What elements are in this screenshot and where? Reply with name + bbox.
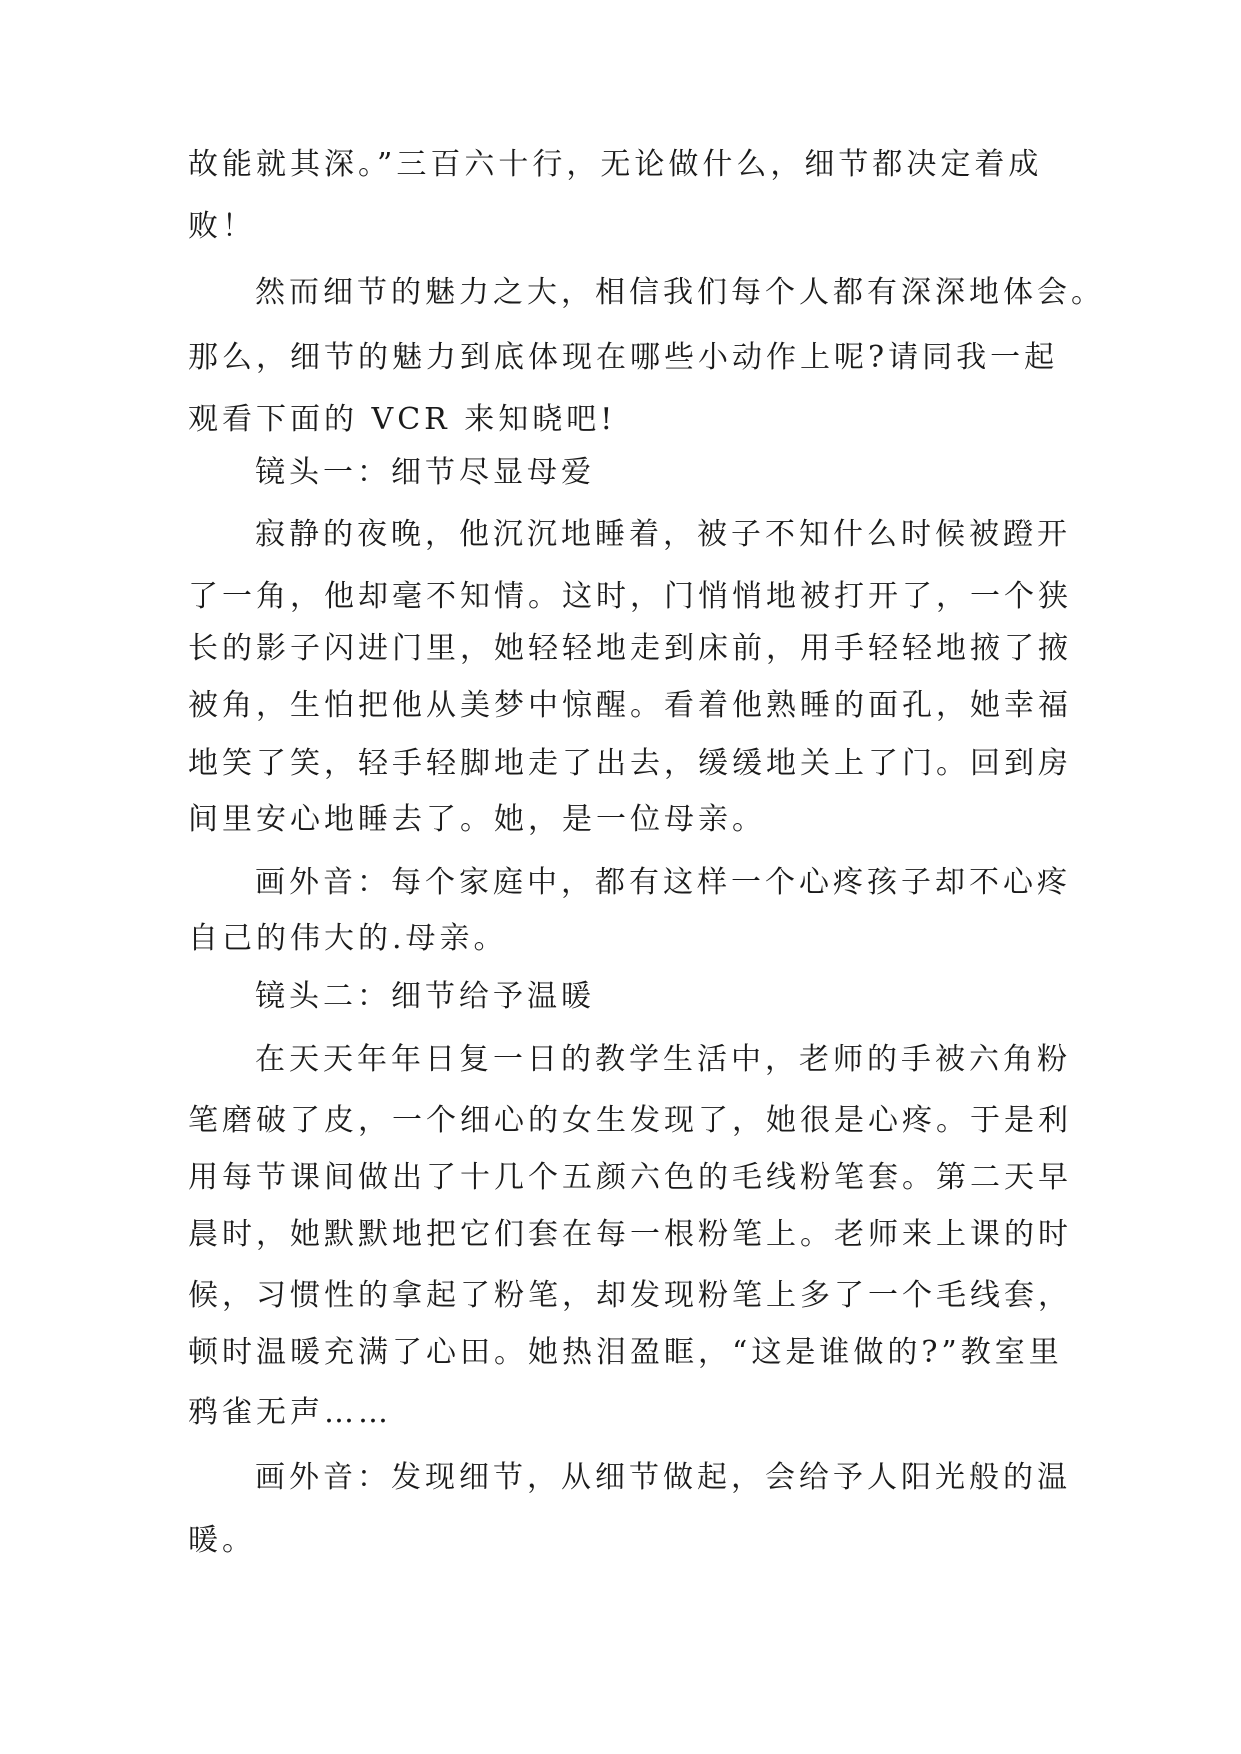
text-line: 顿时温暖充满了心田。她热泪盈眶，“这是谁做的?”教室里 xyxy=(188,1335,1063,1370)
text-line: 长的影子闪进门里，她轻轻地走到床前，用手轻轻地掖了掖 xyxy=(188,631,1072,666)
section-heading: 镜头一：细节尽显母爱 xyxy=(255,455,595,490)
text-line: 笔磨破了皮，一个细心的女生发现了，她很是心疼。于是利 xyxy=(188,1103,1072,1138)
text-line: 画外音：发现细节，从细节做起，会给予人阳光般的温 xyxy=(255,1460,1071,1495)
text-line: 被角，生怕把他从美梦中惊醒。看着他熟睡的面孔，她幸福 xyxy=(188,688,1072,723)
text-line: 鸦雀无声…… xyxy=(188,1395,392,1430)
text-line: 那么，细节的魅力到底体现在哪些小动作上呢?请同我一起 xyxy=(188,340,1059,375)
text-line: 观看下面的 VCR 来知晓吧! xyxy=(188,402,617,437)
text-line: 用每节课间做出了十几个五颜六色的毛线粉笔套。第二天早 xyxy=(188,1160,1072,1195)
text-line: 晨时，她默默地把它们套在每一根粉笔上。老师来上课的时 xyxy=(188,1217,1072,1252)
text-line: 败！ xyxy=(188,209,256,244)
section-heading: 镜头二：细节给予温暖 xyxy=(255,979,595,1014)
text-line: 地笑了笑，轻手轻脚地走了出去，缓缓地关上了门。回到房 xyxy=(188,746,1072,781)
text-line: 故能就其深。”三百六十行，无论做什么，细节都决定着成 xyxy=(188,147,1043,182)
text-line: 间里安心地睡去了。她，是一位母亲。 xyxy=(188,802,766,837)
text-line: 然而细节的魅力之大，相信我们每个人都有深深地体会。 xyxy=(255,275,1105,310)
text-line: 自己的伟大的.母亲。 xyxy=(188,921,508,956)
text-line: 画外音：每个家庭中，都有这样一个心疼孩子却不心疼 xyxy=(255,865,1071,900)
text-line: 暖。 xyxy=(188,1523,256,1558)
text-line: 在天天年年日复一日的教学生活中，老师的手被六角粉 xyxy=(255,1042,1071,1077)
text-line: 了一角，他却毫不知情。这时，门悄悄地被打开了，一个狭 xyxy=(188,579,1072,614)
text-line: 寂静的夜晚，他沉沉地睡着，被子不知什么时候被蹬开 xyxy=(255,517,1071,552)
text-line: 候，习惯性的拿起了粉笔，却发现粉笔上多了一个毛线套， xyxy=(188,1278,1072,1313)
